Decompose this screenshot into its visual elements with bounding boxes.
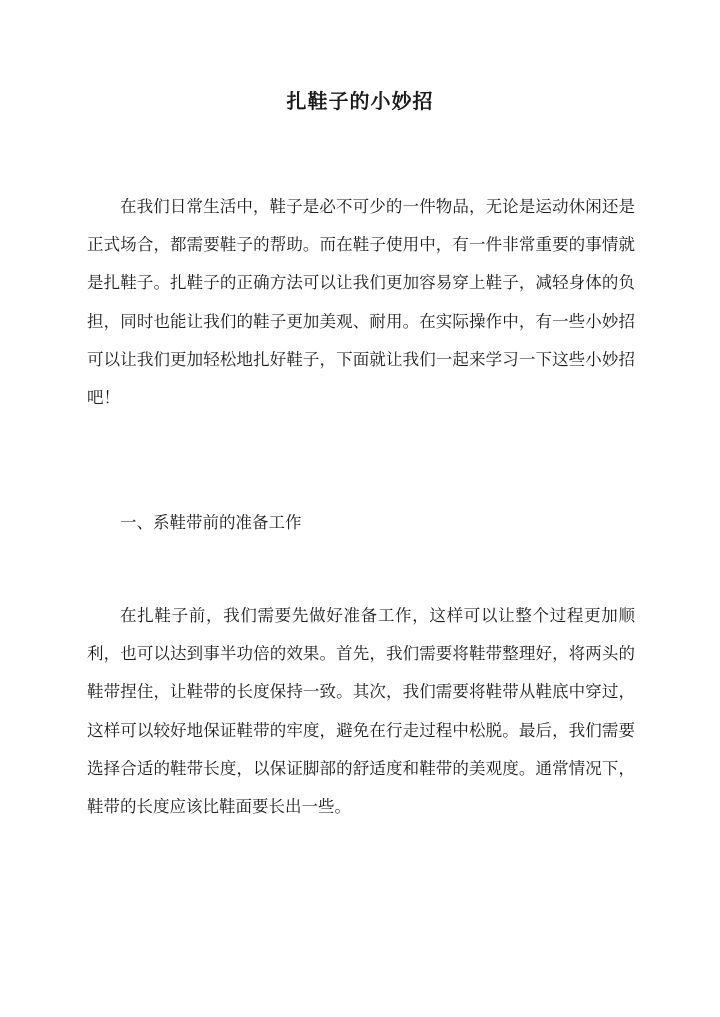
intro-paragraph: 在我们日常生活中，鞋子是必不可少的一件物品，无论是运动休闲还是正式场合，都需要鞋子的帮助。而在鞋子使用中，有一件非常重要的事情就是扎鞋子。扎鞋子的正确方法可以让我们更加容易穿上鞋子，减轻身体的负担，同时也能让我们的鞋子更加美观、耐用。在实际操作中，有一些小妙招可以让我们更加轻松地扎好鞋子，下面就让我们一起来学习一下这些小妙招吧！ [87,197,635,408]
document-title: 扎鞋子的小妙招 [286,89,434,113]
section-paragraph: 在扎鞋子前，我们需要先做好准备工作，这样可以让整个过程更加顺利，也可以达到事半功倍的效果。首先，我们需要将鞋带整理好，将两头的鞋带捏住，让鞋带的长度保持一致。其次，我们需要将鞋带从鞋底中穿过，这样可以较好地保证鞋带的牢度，避免在行走过程中松脱。最后，我们需要选择合适的鞋带长度，以保证脚部的舒适度和鞋带的美观度。通常情况下，鞋带的长度应该比鞋面要长出一些。 [87,606,635,817]
section-heading: 一、系鞋带前的准备工作 [120,513,302,532]
